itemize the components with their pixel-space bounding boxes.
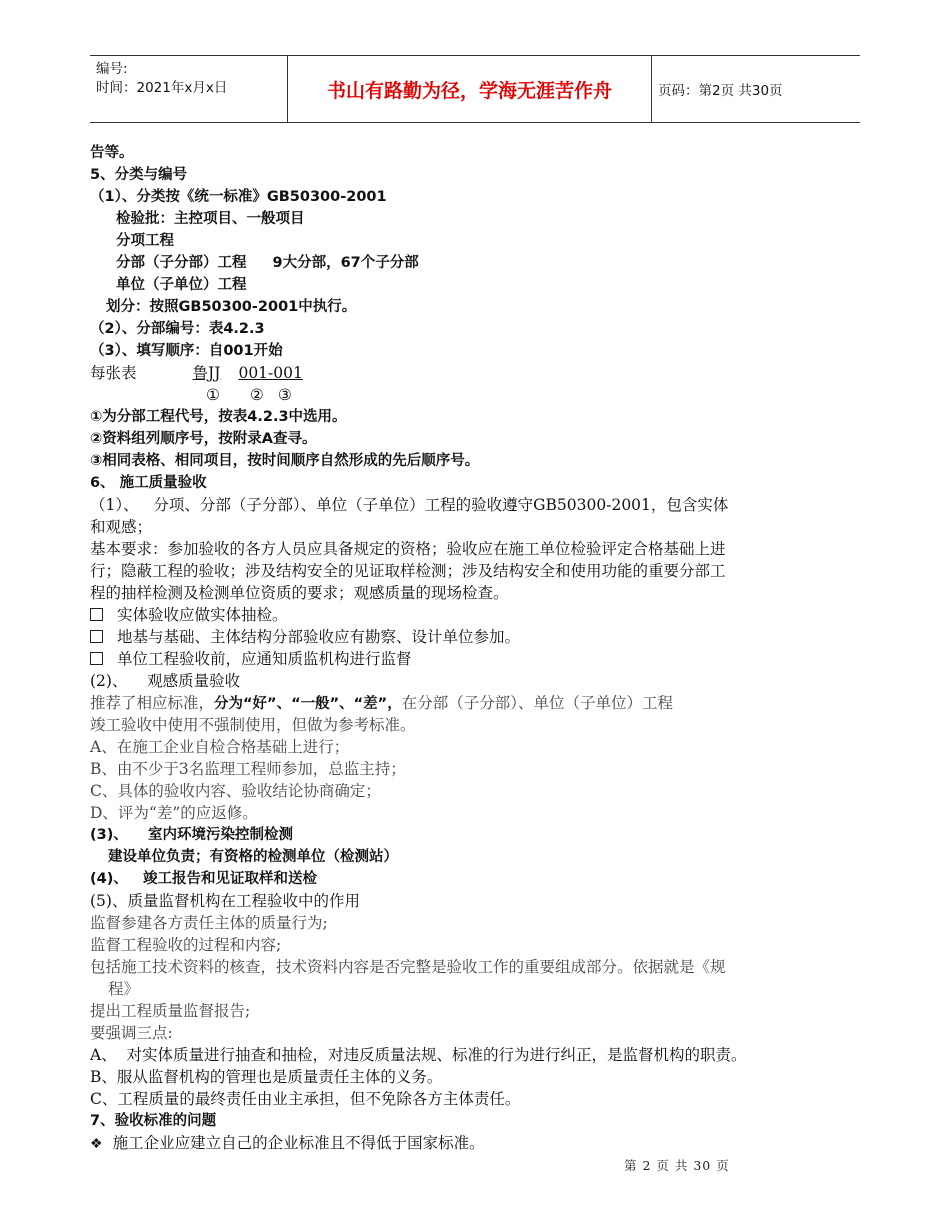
text-line: 包括施工技术资料的核查，技术资料内容是否完整是验收工作的重要组成部分。依据就是《规 <box>90 958 726 976</box>
text-line: 行；隐蔽工程的验收；涉及结构安全的见证取样检测；涉及结构安全和使用功能的重要分部工 <box>90 562 726 580</box>
document-body <box>90 142 870 1154</box>
subsection-heading: (5)、质量监督机构在工程验收中的作用 <box>90 892 360 910</box>
list-item: D、评为“差”的应返修。 <box>90 804 258 822</box>
marker-1: ① <box>206 386 220 404</box>
text-line: 建设单位负责；有资格的检测单位（检测站） <box>108 849 398 865</box>
text-line: ①为分部工程代号，按表4.2.3中选用。 <box>90 409 347 425</box>
code-label: 编号: <box>96 61 128 77</box>
text-line: 分项工程 <box>116 233 174 249</box>
list-item <box>90 626 870 648</box>
text-segment-bold: 分为“好”、“一般”、“差”， <box>214 696 402 712</box>
page-header <box>90 55 860 123</box>
list-item: B、服从监督机构的管理也是质量责任主体的义务。 <box>90 1068 443 1086</box>
text-segment: 在分部（子分部）、单位（子单位）工程 <box>401 694 673 712</box>
text-segment: 每张表 <box>90 364 137 382</box>
text-line: （1）、分类按《统一标准》GB50300-2001 <box>90 189 387 205</box>
subsection-heading: (4)、 竣工报告和见证取样和送检 <box>90 871 317 887</box>
text-segment: 推荐了相应标准， <box>90 694 215 712</box>
list-item: A、 对实体质量进行抽查和抽检，对违反质量法规、标准的行为进行纠正，是监督机构的职责。 <box>90 1046 747 1064</box>
text-line <box>90 252 870 274</box>
text-segment: 9大分部，67个子分部 <box>272 255 419 271</box>
section-heading: 5、分类与编号 <box>90 167 188 183</box>
text-line: 程》 <box>108 980 140 998</box>
page-footer: 第 2 页 共 30 页 <box>624 1158 730 1173</box>
text-line: 检验批：主控项目、一般项目 <box>116 211 305 227</box>
text-line: 提出工程质量监督报告; <box>90 1002 251 1020</box>
text-segment: 分部（子分部）工程 <box>116 255 247 271</box>
list-item: C、具体的验收内容、验收结论协商确定； <box>90 782 381 800</box>
text-line: （2）、分部编号：表4.2.3 <box>90 321 265 337</box>
text-line: ③相同表格、相同项目，按时间顺序自然形成的先后顺序号。 <box>90 453 480 469</box>
text-line: 告等。 <box>90 145 134 161</box>
list-item <box>90 648 870 670</box>
list-item-text: 施工企业应建立自己的企业标准且不得低于国家标准。 <box>112 1134 485 1152</box>
text-line: （3）、填写顺序：自001开始 <box>90 343 283 359</box>
text-line: 单位（子单位）工程 <box>116 277 247 293</box>
subsection-heading: (3)、 室内环境污染控制检测 <box>90 827 294 843</box>
diamond-bullet-icon: ❖ <box>90 1136 103 1152</box>
text-line: 基本要求：参加验收的各方人员应具备规定的资格；验收应在施工单位检验评定合格基础上进 <box>90 540 726 558</box>
header-motto: 书山有路勤为径，学海无涯苦作舟 <box>287 56 652 122</box>
text-line: 监督工程验收的过程和内容; <box>90 936 282 954</box>
list-item-text: 地基与基础、主体结构分部验收应有勘察、设计单位参加。 <box>117 628 521 646</box>
text-line: 程的抽样检测及检测单位资质的要求；观感质量的现场检查。 <box>90 584 509 602</box>
text-line <box>90 362 870 384</box>
text-line: 竣工验收中使用不强制使用，但做为参考标准。 <box>90 716 416 734</box>
list-item: C、工程质量的最终责任由业主承担，但不免除各方主体责任。 <box>90 1090 521 1108</box>
text-line: 和观感； <box>90 518 153 536</box>
text-line <box>90 692 870 714</box>
marker-3: ③ <box>277 386 292 404</box>
list-item: B、由不少于3名监理工程师参加，总监主持； <box>90 760 406 778</box>
code-underlined: 鲁JJ <box>192 364 221 382</box>
list-item <box>90 604 870 626</box>
section-heading: 7、验收标准的问题 <box>90 1113 217 1129</box>
checkbox-bullet-icon <box>90 608 103 621</box>
list-item: A、在施工企业自检合格基础上进行； <box>90 738 350 756</box>
text-line <box>90 384 870 406</box>
code-underlined: 001-001 <box>238 364 303 382</box>
list-item <box>90 1132 870 1154</box>
checkbox-bullet-icon <box>90 652 103 665</box>
text-line: ②资料组列顺序号，按附录A查寻。 <box>90 431 317 447</box>
checkbox-bullet-icon <box>90 630 103 643</box>
time-label: 时间：2021年x月x日 <box>96 80 228 96</box>
list-item-text: 单位工程验收前，应通知质监机构进行监督 <box>117 650 412 668</box>
subsection-heading: (2)、 观感质量验收 <box>90 672 241 690</box>
text-line: 监督参建各方责任主体的质量行为; <box>90 914 328 932</box>
header-meta <box>90 56 287 122</box>
text-line: （1）、 分项、分部（子分部）、单位（子单位）工程的验收遵守GB50300-2001，包含实体 <box>90 496 729 514</box>
header-page-info: 页码：第2页 共30页 <box>658 83 783 99</box>
text-line: 要强调三点: <box>90 1024 173 1042</box>
section-heading: 6、 施工质量验收 <box>90 475 207 491</box>
marker-2: ② <box>249 386 264 404</box>
text-line: 划分：按照GB50300-2001中执行。 <box>106 299 357 315</box>
list-item-text: 实体验收应做实体抽检。 <box>117 606 288 624</box>
